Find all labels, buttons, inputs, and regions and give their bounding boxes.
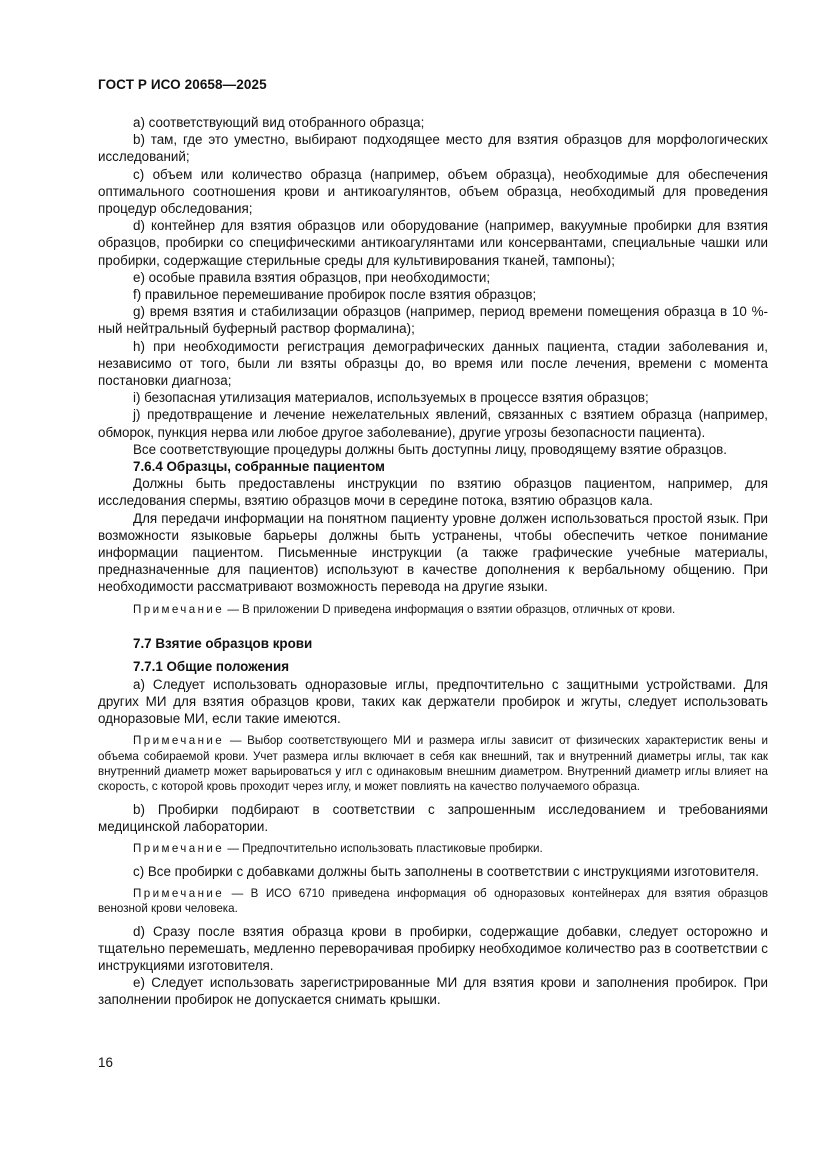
note-paragraph xyxy=(98,886,768,917)
list-item-b: b) там, где это уместно, выбирают подходящее место для взятия образцов для морфологических исследований; xyxy=(98,132,768,165)
note-text: — Выбор соответствующего МИ и размера иглы зависит от физических характеристик вены и объема собираемой крови. Учет размера иглы включает в себя как внешний, так и внутренний диаметры иглы, так как внутренний диаметр может варьироваться у игл с одинаковым внешним диаметром. Внутренний диаметр иглы влияет на скорость, с которой кровь проходит через иглу, и может повлиять на качество получаемого образца. xyxy=(98,734,768,794)
body-paragraph: Для передачи информации на понятном пациенту уровне должен использоваться простой язык. При возможности языковые барьеры должны быть устранены, чтобы обеспечить четкое понимание информации пациентом. Письменные инструкции (а также графические учебные материалы, предназначенные для пациентов) используют в качестве дополнения к вербальному общению. При необходимости рассматривают возможность перевода на другие языки. xyxy=(98,510,768,595)
subsection-heading-7-6-4: 7.6.4 Образцы, собранные пациентом xyxy=(133,459,385,475)
list-item-d: d) контейнер для взятия образцов или оборудование (например, вакуумные пробирки для взятия образцов, пробирки со специфическими антикоагулянтами или консервантами, специальные чашки или пробирки, содержащие стерильные среды для культивирования тканей, тампоны); xyxy=(98,218,768,268)
list-item-e-devices: е) Следует использовать зарегистрированные МИ для взятия крови и заполнения пробирок. При заполнении пробирок не допускается снимать крышки. xyxy=(98,975,768,1008)
note-text: — Предпочтительно использовать пластиковые пробирки. xyxy=(224,842,543,856)
section-heading-7-7: 7.7 Взятие образцов крови xyxy=(133,636,313,652)
note-label: Примечание xyxy=(133,842,225,856)
note-label: Примечание xyxy=(133,734,225,748)
list-item-a-needles: а) Следует использовать одноразовые иглы, предпочтительно с защитными устройствами. Для других МИ для взятия образцов крови, таких как держатели пробирок и жгуты, следует использовать одноразовые МИ, если такие имеются. xyxy=(98,676,768,726)
note-paragraph xyxy=(98,602,768,617)
list-item-e: е) особые правила взятия образцов, при необходимости; xyxy=(133,269,491,285)
note-paragraph xyxy=(98,841,768,856)
body-paragraph: Должны быть предоставлены инструкции по взятию образцов пациентом, например, для исследования спермы, взятию образцов мочи в середине потока, взятию образцов кала. xyxy=(98,476,768,509)
list-item-i: i) безопасная утилизация материалов, используемых в процессе взятия образцов; xyxy=(133,390,649,406)
list-item-h: h) при необходимости регистрация демографических данных пациента, стадии заболевания и, независимо от того, были ли взяты образцы до, во время или после лечения, времени с момента постановки диагноза; xyxy=(98,338,768,389)
list-item-c: с) объем или количество образца (например, объем образца), необходимые для обеспечения оптимального соотношения крови и антикоагулянтов, объем образца, необходимый для проведения процедур обследования; xyxy=(98,166,768,217)
document-header: ГОСТ Р ИСО 20658—2025 xyxy=(98,77,267,92)
list-item-f: f) правильное перемешивание пробирок после взятия образцов; xyxy=(133,287,537,303)
list-item-g: g) время взятия и стабилизации образцов (например, период времени помещения образца в 10 %-ный нейтральный буферный раствор формалина); xyxy=(98,304,768,337)
page-number: 16 xyxy=(98,1055,113,1070)
note-label: Примечание xyxy=(133,602,225,616)
body-paragraph: Все соответствующие процедуры должны быть доступны лицу, проводящему взятие образцов. xyxy=(133,441,727,457)
note-text: — В приложении D приведена информация о взятии образцов, отличных от крови. xyxy=(224,602,676,616)
page-body xyxy=(98,114,768,1009)
note-paragraph xyxy=(98,733,768,795)
note-text: — В ИСО 6710 приведена информация об одноразовых контейнерах для взятия образцов венозной крови человека. xyxy=(98,886,768,916)
subsection-heading-7-7-1: 7.7.1 Общие положения xyxy=(133,659,290,675)
list-item-c-additives: с) Все пробирки с добавками должны быть заполнены в соответствии с инструкциями изготовителя. xyxy=(133,863,759,879)
list-item-b-tubes: b) Пробирки подбирают в соответствии с запрошенным исследованием и требованиями медицинской лаборатории. xyxy=(98,801,768,834)
list-item-j: j) предотвращение и лечение нежелательных явлений, связанных с взятием образца (например, обморок, пункция нерва или любое другое заболевание), другие угрозы безопасности пациента). xyxy=(98,407,768,440)
list-item-a: а) соответствующий вид отобранного образца; xyxy=(133,115,425,130)
note-label: Примечание xyxy=(133,886,225,900)
list-item-d-mixing: d) Сразу после взятия образца крови в пробирки, содержащие добавки, следует осторожно и тщательно перемешать, медленно переворачивая пробирку необходимое количество раз в соответствии с инструкциями изготовителя. xyxy=(98,923,768,973)
